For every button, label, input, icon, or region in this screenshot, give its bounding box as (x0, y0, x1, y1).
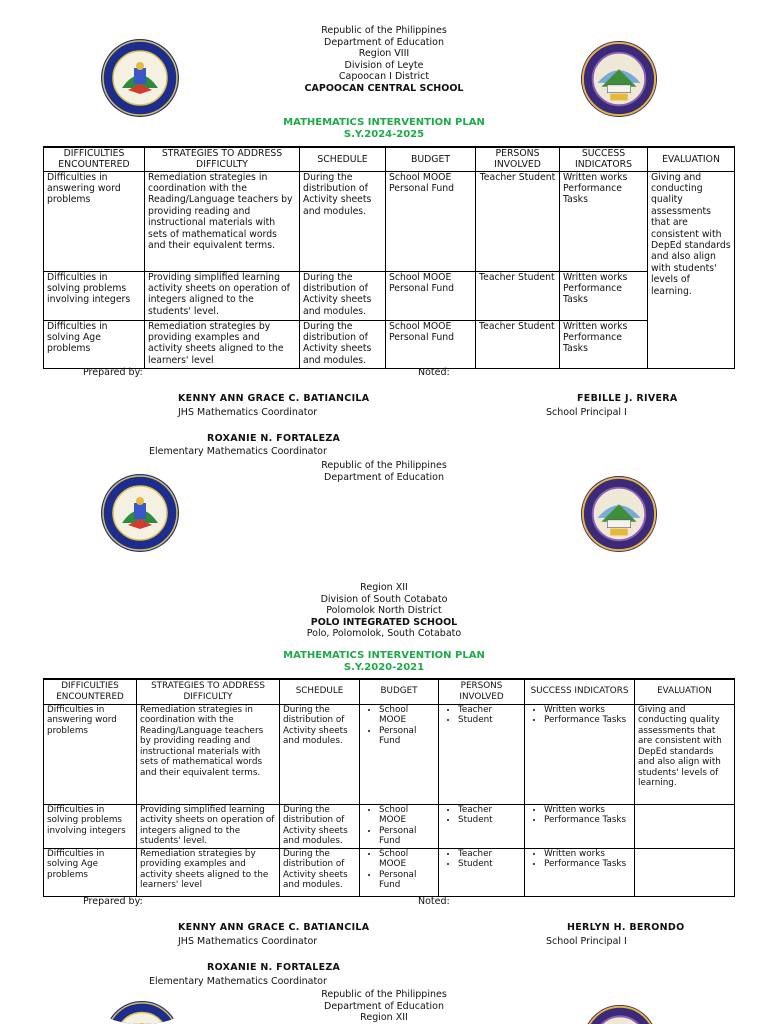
schedule-cell: During the distribution of Activity sheets and modules. (300, 320, 386, 368)
school-seal-logo (580, 475, 658, 553)
principal-title: School Principal I (546, 407, 627, 418)
plan-title (0, 117, 768, 140)
difficulty-cell: Difficulties in solving problems involving integers (44, 804, 137, 848)
indicators-cell: Written works Performance Tasks (560, 171, 648, 271)
list-item: • Written works (544, 705, 631, 716)
list-item: • Personal Fund (379, 870, 435, 891)
letterhead (0, 460, 768, 483)
persons-cell: Teacher Student (476, 271, 560, 320)
evaluation-cell (635, 848, 735, 896)
column-header: EVALUATION (648, 147, 735, 171)
table-row (44, 271, 735, 320)
letterhead-line: Capoocan I District (338, 71, 430, 83)
school-year: S.Y.2024-2025 (343, 128, 425, 140)
strategy-cell: Remediation strategies in coordination with the Reading/Language teachers by providing reading and instructional materials with sets of mathematical words and their equivalent terms. (145, 171, 300, 271)
plan-title (0, 650, 768, 673)
column-header: EVALUATION (635, 679, 735, 704)
persons-cell: Teacher Student (476, 320, 560, 368)
school-address: Polo, Polomolok, South Cotabato (306, 628, 462, 640)
indicators-cell: Written works Performance Tasks (560, 271, 648, 320)
plan-title-text: MATHEMATICS INTERVENTION PLAN (283, 117, 485, 128)
budget-cell: School MOOE Personal Fund (386, 171, 476, 271)
schedule-cell: During the distribution of Activity sheets and modules. (280, 848, 360, 896)
noted-label: Noted: (418, 367, 450, 378)
indicators-cell (525, 804, 635, 848)
table-row (44, 848, 735, 896)
list-item: • School MOOE (379, 849, 435, 870)
column-header: BUDGET (386, 147, 476, 171)
list-item: • School MOOE (379, 805, 435, 826)
column-header: SUCCESS INDICATORS (525, 679, 635, 704)
column-header: DIFFICULTIES ENCOUNTERED (44, 679, 137, 704)
column-header: PERSONS INVOLVED (476, 147, 560, 171)
coordinator-name: KENNY ANN GRACE C. BATIANCILA (178, 393, 370, 404)
evaluation-cell: Giving and conducting quality assessments that are consistent with DepEd standards and also align with students' levels of learning. (635, 704, 735, 804)
prepared-by-label: Prepared by: (83, 367, 143, 378)
table-row (44, 704, 735, 804)
intervention-table (43, 146, 735, 369)
strategy-cell: Providing simplified learning activity sheets on operation of integers aligned to the students' level. (145, 271, 300, 320)
list-item: • Student (458, 715, 521, 726)
school-year: S.Y.2020-2021 (343, 661, 425, 673)
noted-label: Noted: (418, 896, 450, 907)
indicators-cell (525, 704, 635, 804)
letterhead-line: Region XII (360, 1012, 408, 1024)
evaluation-cell: Giving and conducting quality assessments that are consistent with DepEd standards and also align with students' levels of learning. (648, 171, 735, 368)
plan-title-text: MATHEMATICS INTERVENTION PLAN (283, 650, 485, 661)
column-header: DIFFICULTIES ENCOUNTERED (44, 147, 145, 171)
school-name: POLO INTEGRATED SCHOOL (310, 616, 458, 628)
table-row (44, 320, 735, 368)
list-item: • School MOOE (379, 705, 435, 726)
letterhead-line: Department of Education (324, 36, 444, 48)
letterhead-line: Department of Education (324, 1000, 444, 1012)
list-item: • Personal Fund (379, 826, 435, 847)
letterhead-line: Republic of the Philippines (321, 460, 447, 471)
column-header: STRATEGIES TO ADDRESS DIFFICULTY (137, 679, 280, 704)
budget-cell: School MOOE Personal Fund (386, 320, 476, 368)
intervention-table (43, 678, 735, 897)
schedule-cell: During the distribution of Activity sheets and modules. (300, 171, 386, 271)
coordinator-name: ROXANIE N. FORTALEZA (207, 962, 341, 973)
coordinator-title: Elementary Mathematics Coordinator (149, 976, 327, 987)
list-item: • Student (458, 859, 521, 870)
coordinator-name: ROXANIE N. FORTALEZA (207, 433, 341, 444)
table-row (44, 804, 735, 848)
indicators-cell (525, 848, 635, 896)
division-seal-logo (100, 473, 180, 553)
letterhead-line: Department of Education (324, 471, 444, 483)
column-header: SCHEDULE (280, 679, 360, 704)
difficulty-cell: Difficulties in answering word problems (44, 704, 137, 804)
coordinator-title: JHS Mathematics Coordinator (178, 936, 318, 947)
column-header: SUCCESS INDICATORS (560, 147, 648, 171)
letterhead (0, 582, 768, 640)
persons-cell (439, 804, 525, 848)
list-item: • Personal Fund (379, 726, 435, 747)
difficulty-cell: Difficulties in solving Age problems (44, 320, 145, 368)
evaluation-cell (635, 804, 735, 848)
list-item: • Written works (544, 805, 631, 816)
column-header: SCHEDULE (300, 147, 386, 171)
list-item: • Student (458, 815, 521, 826)
strategy-cell: Remediation strategies by providing examples and activity sheets aligned to the learners' level (137, 848, 280, 896)
letterhead-line: Republic of the Philippines (321, 25, 447, 36)
letterhead-line: Region VIII (358, 48, 410, 60)
column-header: BUDGET (360, 679, 439, 704)
principal-title: School Principal I (546, 936, 627, 947)
persons-cell: Teacher Student (476, 171, 560, 271)
table-header-row (44, 147, 735, 171)
column-header: STRATEGIES TO ADDRESS DIFFICULTY (145, 147, 300, 171)
difficulty-cell: Difficulties in answering word problems (44, 171, 145, 271)
persons-cell (439, 848, 525, 896)
schedule-cell: During the distribution of Activity sheets and modules. (280, 704, 360, 804)
letterhead-line: Division of South Cotabato (320, 593, 448, 605)
list-item: • Teacher (458, 705, 521, 716)
school-name: CAPOOCAN CENTRAL SCHOOL (304, 82, 464, 94)
prepared-by-label: Prepared by: (83, 896, 143, 907)
letterhead-line: Polomolok North District (326, 605, 442, 617)
list-item: • Performance Tasks (544, 815, 631, 826)
column-header: PERSONS INVOLVED (439, 679, 525, 704)
list-item: • Performance Tasks (544, 715, 631, 726)
list-item: • Teacher (458, 805, 521, 816)
schedule-cell: During the distribution of Activity sheets and modules. (300, 271, 386, 320)
table-header-row (44, 679, 735, 704)
budget-cell (360, 848, 439, 896)
division-seal-logo (104, 1000, 180, 1024)
list-item: • Performance Tasks (544, 859, 631, 870)
budget-cell: School MOOE Personal Fund (386, 271, 476, 320)
principal-name: HERLYN H. BERONDO (567, 922, 685, 933)
list-item: • Written works (544, 849, 631, 860)
budget-cell (360, 804, 439, 848)
budget-cell (360, 704, 439, 804)
table-row (44, 171, 735, 271)
coordinator-title: Elementary Mathematics Coordinator (149, 446, 327, 457)
indicators-cell: Written works Performance Tasks (560, 320, 648, 368)
strategy-cell: Providing simplified learning activity sheets on operation of integers aligned to the students' level. (137, 804, 280, 848)
coordinator-name: KENNY ANN GRACE C. BATIANCILA (178, 922, 370, 933)
difficulty-cell: Difficulties in solving problems involving integers (44, 271, 145, 320)
coordinator-title: JHS Mathematics Coordinator (178, 407, 318, 418)
strategy-cell: Remediation strategies in coordination with the Reading/Language teachers by providing reading and instructional materials with sets of mathematical words and their equivalent terms. (137, 704, 280, 804)
school-seal-logo (582, 1004, 658, 1024)
list-item: • Teacher (458, 849, 521, 860)
strategy-cell: Remediation strategies by providing examples and activity sheets aligned to the learners' level (145, 320, 300, 368)
letterhead-line: Division of Leyte (344, 59, 424, 71)
letterhead (0, 25, 768, 95)
persons-cell (439, 704, 525, 804)
principal-name: FEBILLE J. RIVERA (577, 393, 678, 404)
letterhead-line: Region XII (360, 582, 408, 593)
schedule-cell: During the distribution of Activity sheets and modules. (280, 804, 360, 848)
difficulty-cell: Difficulties in solving Age problems (44, 848, 137, 896)
letterhead-line: Republic of the Philippines (321, 989, 447, 1000)
